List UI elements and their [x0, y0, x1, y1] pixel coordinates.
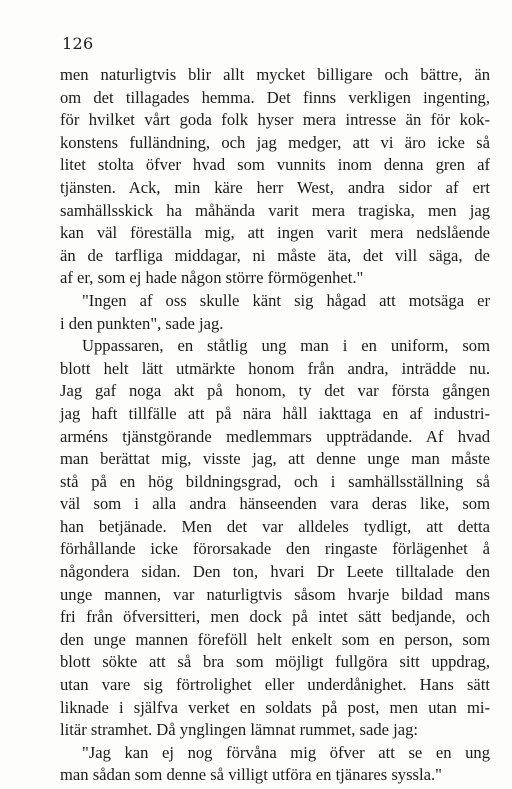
text-line: Jag gaf noga akt på honom, ty det var första gången	[60, 381, 490, 401]
text-line: än de tarfliga middagar, ni måste äta, det vill säga, de	[60, 245, 490, 265]
text-line: "Jag kan ej nog förvåna mig öfver att se en ung	[82, 742, 490, 762]
text-line: liknade i själfva verket en soldats på post, men utan mi-	[60, 697, 490, 717]
text-line: unge mannen, var naturligtvis såsom hvarje bildad mans	[60, 584, 490, 604]
text-line: konstens fulländning, och jag medger, att vi äro icke så	[60, 132, 490, 152]
text-line: litär stramhet. Då ynglingen lämnat rummet, sade jag:	[60, 720, 419, 740]
text-line: men naturligtvis blir allt mycket billigare och bättre, än	[60, 65, 490, 84]
body-text	[60, 64, 490, 787]
text-line: af er, som ej hade någon större förmögenhet."	[60, 268, 364, 288]
text-line: jag haft tillfälle att på nära håll iakttaga en af industri-	[60, 403, 490, 423]
text-line: utan vare sig förtrolighet eller underdånighet. Hans sätt	[60, 675, 490, 695]
text-line: kan väl föreställa mig, att ingen varit mera nedslående	[60, 223, 490, 243]
page-number: 126	[62, 34, 94, 53]
text-line: i den punkten", sade jag.	[60, 313, 224, 333]
text-line: litet stolta öfver hvad som vunnits inom denna gren af	[60, 155, 490, 175]
text-line: den unge mannen föreföll helt enkelt som en person, som	[60, 629, 490, 649]
text-line: man sådan som denne så villigt utföra en tjänares syssla."	[60, 765, 442, 785]
text-line: tjänsten. Ack, min käre herr West, andra sidor af ert	[60, 177, 490, 197]
text-line: för hvilket vårt goda folk hyser mera intresse än för kok-	[60, 110, 490, 130]
text-line: man berättat mig, visste jag, att denne unge man måste	[60, 449, 490, 469]
text-line: förhållande icke förorsakade den ringaste förlägenhet å	[60, 539, 490, 559]
text-line: någondera sidan. Den ton, hvari Dr Leete tilltalade den	[60, 562, 490, 582]
text-line: om det tillagades hemma. Det finns verkligen ingenting,	[60, 87, 490, 107]
text-line: "Ingen af oss skulle känt sig hågad att motsäga er	[82, 290, 490, 310]
text-line: väl som i alla andra hänseenden vara deras like, som	[60, 494, 490, 514]
text-line: blott sökte att så bra som möjligt fullgöra sitt uppdrag,	[60, 652, 490, 672]
text-line: samhällsskick ha måhända varit mera tragiska, men jag	[60, 200, 490, 220]
text-line: blott helt lätt utmärkte honom från andra, inträdde nu.	[60, 358, 490, 378]
text-line: han betjänade. Men det var alldeles tydligt, att detta	[60, 516, 490, 536]
text-line: fri från öfversitteri, men dock på intet sätt bedjande, och	[60, 607, 490, 627]
text-line: arméns tjänstgörande medlemmars uppträdande. Af hvad	[60, 426, 490, 446]
text-line: Uppassaren, en ståtlig ung man i en uniform, som	[82, 336, 490, 356]
text-line: stå på en hög bildningsgrad, och i samhällsställning så	[60, 471, 490, 491]
